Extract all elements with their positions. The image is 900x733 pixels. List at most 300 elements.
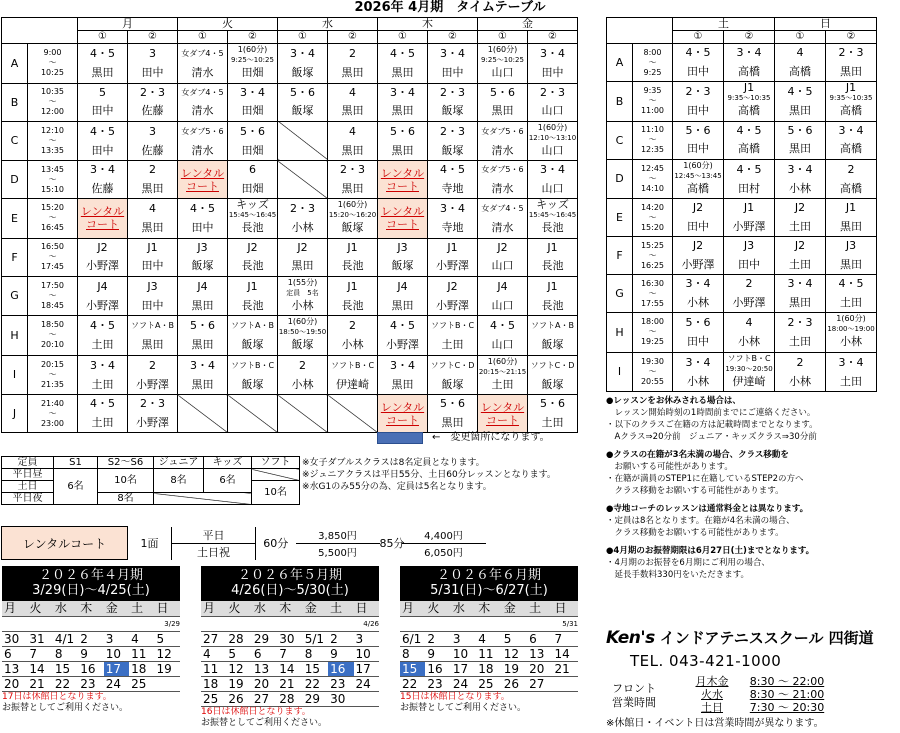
class-level [528, 199, 578, 220]
class-level [378, 238, 428, 257]
school-name: インドアテニススクール 四街道 [659, 629, 874, 647]
capacity-notes [302, 457, 556, 493]
calendar-day: 3 [451, 631, 476, 646]
calendar-day [53, 616, 78, 631]
class-level [428, 395, 478, 414]
school-logo [606, 627, 898, 648]
makeup-notice: お振替としてご利用ください。 [400, 702, 527, 713]
class-level [78, 238, 128, 257]
calendar-day: 27 [527, 676, 552, 691]
class-level [278, 238, 328, 257]
time-range [633, 44, 673, 82]
class-level-text: 2・3 [540, 85, 565, 99]
calendar-week [201, 646, 379, 661]
calendar-day: 11 [201, 661, 226, 676]
calendar-week [2, 616, 180, 631]
time-text: 23:00 [40, 418, 65, 428]
calendar-day: 30 [277, 631, 302, 646]
class-level [178, 44, 228, 65]
class-level-text: 2 [349, 47, 356, 60]
calendar-week [2, 646, 180, 661]
rental-text: コート [186, 179, 219, 193]
time-text: 17:55 [640, 298, 665, 308]
class-level-text: キッズ [536, 198, 569, 211]
coach-name: 飯塚 [428, 376, 478, 395]
time-range [633, 275, 673, 313]
class-level [673, 159, 724, 180]
coach-name: 飯塚 [228, 376, 278, 395]
class-level [78, 355, 128, 376]
coach-name: 小野澤 [673, 256, 724, 275]
time-text: ～ [648, 288, 657, 298]
timetable-row [2, 336, 578, 355]
class-level-text: 1(60分) [537, 122, 568, 132]
closed-day-notice: 17日は休館日となります。 [2, 691, 112, 702]
class-time-note: 9:35～10:35 [829, 94, 873, 102]
calendar-day: 28 [226, 631, 251, 646]
class-time-note: 19:30～20:50 [725, 364, 773, 373]
time-text: 14:20 [640, 202, 665, 212]
class-level [278, 355, 328, 376]
calendar-day: 5 [226, 646, 251, 661]
weekday-row [201, 601, 379, 616]
class-level-text: 1(60分) [487, 45, 518, 54]
class-level [128, 395, 178, 414]
time-text: 21:35 [40, 379, 65, 389]
coach-name: 黒田 [78, 64, 128, 83]
coach-name: 田村 [724, 180, 775, 199]
coach-name: 飯塚 [428, 102, 478, 121]
class-level [228, 121, 278, 142]
rental-text: コート [386, 413, 419, 427]
coach-name: 寺地 [428, 180, 478, 199]
class-level [724, 44, 775, 63]
weekday-label: 火 [27, 601, 52, 616]
weekday-label: 金 [303, 601, 328, 616]
capacity-note: ※女子ダブルスクラスは8名定員となります。 [302, 458, 485, 468]
coach-name: 黒田 [826, 256, 877, 275]
calendar-day: 5 [502, 631, 527, 646]
class-level [378, 316, 428, 337]
coach-name: 佐藤 [78, 180, 128, 199]
day-header: 水 [278, 18, 378, 31]
class-level [178, 355, 228, 376]
cap-value: 6名 [54, 469, 98, 505]
class-time-note: 15:20～16:20 [328, 211, 377, 219]
closed-day-notice: 15日は休館日となります。 [400, 691, 510, 702]
class-level-text: 3・4 [540, 47, 565, 60]
coach-name: 田中 [673, 218, 724, 237]
class-level-text: 2 [149, 358, 156, 372]
class-level-text: 3・4 [190, 358, 215, 372]
calendar-day [78, 616, 103, 631]
calendar-day: 5/31 [553, 616, 578, 631]
calendar-title: ２０２６年５月期 [237, 568, 342, 583]
hours-time: 8:30 ～ 22:00 [749, 675, 825, 688]
calendar-day: 2 [328, 631, 353, 646]
class-level-text: 3・4 [90, 163, 115, 177]
calendar-day: 6/1 [400, 631, 425, 646]
class-level [478, 161, 528, 180]
weekday-label: 日 [354, 601, 379, 616]
class-level-text: J4 [197, 279, 208, 293]
weekday-label: 土 [527, 601, 552, 616]
coach-name: 黒田 [378, 64, 428, 83]
class-level [478, 121, 528, 142]
weekday-label: 月 [2, 601, 27, 616]
calendar-day: 20 [252, 676, 277, 691]
calendar-day: 6 [527, 631, 552, 646]
class-level-text: J1 [547, 240, 558, 254]
coach-name: 山口 [478, 257, 528, 276]
class-level [278, 199, 328, 220]
coach-name: 黒田 [478, 102, 528, 121]
period-label: E [607, 199, 633, 237]
column-number: ② [328, 31, 378, 44]
class-level [428, 83, 478, 102]
timetable-row [2, 355, 578, 376]
calendar-day: 18 [129, 661, 154, 676]
time-text: ～ [48, 213, 57, 223]
calendar-day: 15 [53, 661, 78, 676]
class-level [428, 161, 478, 180]
note-line: ・以下のクラスご在籍の方は記載時間までとなります。 [606, 420, 818, 430]
time-text: 20:10 [40, 340, 65, 350]
column-number: ② [228, 31, 278, 44]
calendar-range: 5/31(日)～6/27(土) [430, 583, 548, 598]
weekday-label: 月 [400, 601, 425, 616]
calendar-day: 11 [129, 646, 154, 661]
calendar-day [451, 616, 476, 631]
day-header: 日 [775, 18, 877, 31]
calendar-day: 3 [104, 631, 129, 646]
coach-name: 飯塚 [428, 142, 478, 161]
calendar-week [201, 631, 379, 646]
coach-name: 黒田 [428, 414, 478, 433]
class-level-text: 3 [149, 124, 156, 138]
hours-label: 営業時間 [612, 696, 656, 709]
coach-name: 小林 [673, 294, 724, 313]
coach-name: 長池 [228, 219, 278, 238]
time-text: 20:15 [40, 359, 65, 369]
timetable-row [607, 199, 877, 218]
class-level-text: J2 [497, 240, 508, 254]
calendar-day: 29 [303, 691, 328, 706]
class-level-text: J1 [845, 201, 857, 215]
rental-weekend: 土日祝 [172, 543, 256, 560]
hours-days: 土日 [701, 701, 723, 714]
weekday-label: 木 [78, 601, 103, 616]
class-level [478, 44, 528, 65]
class-time-note: 9:35～10:35 [727, 94, 771, 102]
hours-days: 火水 [701, 688, 723, 701]
class-level-text: 2 [847, 162, 855, 176]
timetable-row [607, 121, 877, 140]
coach-name: 田中 [128, 257, 178, 276]
cap-row-label: 平日夜 [2, 493, 54, 505]
class-level-text: 3・4 [838, 123, 864, 137]
calendar-day: 14 [553, 646, 578, 661]
class-level [328, 238, 378, 257]
column-number: ① [178, 31, 228, 44]
time-text: 15:25 [640, 240, 665, 250]
weekday-label: 水 [252, 601, 277, 616]
calendar-day: 4 [201, 646, 226, 661]
class-level [178, 276, 228, 297]
class-level [528, 316, 578, 337]
class-level-text: 4 [149, 202, 156, 215]
calendar-day: 25 [129, 676, 154, 691]
class-level-text: 1(60分) [487, 356, 518, 366]
class-level [826, 237, 877, 256]
page-title: 2026年 4月期 タイムテーブル [354, 0, 546, 15]
coach-name: 小野澤 [724, 294, 775, 313]
class-level [78, 276, 128, 297]
class-level-text: 3・4 [390, 85, 415, 99]
coach-name: 田中 [528, 64, 578, 83]
class-level [178, 238, 228, 257]
class-level-text: J4 [497, 279, 508, 293]
class-level [428, 276, 478, 297]
time-text: 10:25 [40, 68, 65, 78]
time-text: ～ [48, 97, 57, 106]
class-level [775, 352, 826, 373]
calendar-day [476, 616, 501, 631]
capacity-table [1, 456, 300, 505]
timetable-row [2, 395, 578, 414]
note-line: 延長手数料330円をいただきます。 [606, 570, 750, 580]
class-level-text: 2・3 [340, 163, 365, 177]
rental-text: レンタル [380, 400, 425, 414]
weekday-label: 木 [277, 601, 302, 616]
calendar-day: 10 [451, 646, 476, 661]
calendar-day: 15 [400, 661, 425, 676]
weekday-label: 土 [129, 601, 154, 616]
calendar-day: 26 [226, 691, 251, 706]
class-level-text: 2・3 [440, 124, 465, 138]
coach-name: 寺地 [428, 219, 478, 238]
coach-name: 田中 [78, 102, 128, 121]
class-level [428, 316, 478, 337]
calendar-day: 14 [27, 661, 52, 676]
coach-name: 長池 [328, 257, 378, 276]
class-level-text: 4 [349, 85, 356, 99]
class-level-text: 4 [796, 46, 804, 60]
coach-name: 高橋 [673, 180, 724, 199]
class-level [78, 83, 128, 102]
period-label: C [2, 121, 28, 161]
class-level [826, 313, 877, 334]
coach-name: 土田 [78, 336, 128, 355]
class-level-text: 4・5 [787, 85, 813, 98]
time-text: 15:20 [40, 203, 65, 213]
calendar-day: 16 [328, 661, 353, 676]
cap-empty [154, 493, 252, 505]
class-level-text: 女ダブ5・6 [481, 165, 524, 175]
calendar-week [201, 676, 379, 691]
class-level [673, 121, 724, 140]
coach-name: 山口 [478, 336, 528, 355]
weekday-label: 木 [476, 601, 501, 616]
coach-name: 伊達崎 [328, 376, 378, 395]
time-text: 12:00 [40, 107, 65, 116]
period-label: J [2, 395, 28, 433]
class-level-text: 2・3 [787, 316, 813, 329]
phone-number: TEL. 043-421-1000 [630, 652, 782, 670]
rental-court-slot [178, 161, 228, 199]
class-level-text: 6 [249, 163, 256, 177]
calendar-day: 20 [527, 661, 552, 676]
coach-name: 田中 [724, 256, 775, 275]
class-level [528, 276, 578, 297]
rental-text: レンタル [380, 205, 425, 219]
time-text: ～ [648, 366, 657, 376]
class-level-text: J3 [147, 279, 158, 293]
class-time-note: 9:25～10:25 [481, 56, 524, 64]
time-text: 12:10 [40, 125, 65, 135]
class-level-text: 5・6 [685, 316, 711, 329]
class-level-text: 3・4 [440, 202, 465, 215]
class-level-text: キッズ [236, 198, 269, 211]
class-time-note: 15:45～16:45 [528, 211, 577, 219]
cap-empty [252, 469, 300, 481]
calendar-day [553, 676, 578, 691]
coach-name: 土田 [78, 376, 128, 395]
hours-days: 月木金 [695, 675, 729, 688]
calendar-day: 14 [277, 661, 302, 676]
class-level [724, 237, 775, 256]
time-text: 17:45 [40, 262, 65, 271]
time-range [28, 316, 78, 356]
class-level [128, 316, 178, 337]
coach-name: 黒田 [826, 218, 877, 237]
class-level-text: J1 [247, 279, 258, 293]
note-line: レッスン開始時刻の1時間前までにご連絡ください。 [606, 408, 816, 418]
class-level-text: 5・6 [540, 397, 565, 411]
class-level-text: 1(60分) [683, 160, 713, 170]
timetable-row [2, 121, 578, 142]
calendar-day: 12 [226, 661, 251, 676]
time-text: ～ [648, 250, 657, 260]
cap-header: 定員 [2, 457, 54, 469]
class-time-note: 9:25～10:25 [231, 56, 274, 64]
coach-name: 黒田 [278, 257, 328, 276]
time-text: ～ [648, 212, 657, 222]
class-level [128, 238, 178, 257]
cap-header: キッズ [204, 457, 252, 469]
timetable-row [2, 199, 578, 220]
coach-name: 飯塚 [278, 102, 328, 121]
class-level [328, 161, 378, 180]
coach-name: 長池 [228, 257, 278, 276]
class-level [278, 316, 328, 337]
calendar-week [400, 676, 578, 691]
time-text: 21:40 [40, 398, 65, 408]
class-level [775, 159, 826, 180]
class-level-text: J2 [247, 240, 258, 254]
day-header: 木 [378, 18, 478, 31]
class-level-text: 4・5 [190, 202, 215, 215]
coach-name: 黒田 [378, 297, 428, 316]
class-level-text: 2・3 [140, 397, 165, 411]
class-level-text: 5 [99, 85, 106, 99]
coach-name: 小林 [775, 373, 826, 392]
time-text: ～ [48, 330, 57, 340]
note-line: クラス移動をお願いする可能性があります。 [606, 528, 784, 538]
class-level-text: ソフトB・C [230, 360, 275, 370]
class-level [128, 44, 178, 65]
class-level [673, 44, 724, 63]
coach-name: 飯塚 [278, 64, 328, 83]
calendar-day: 24 [104, 676, 129, 691]
coach-name: 黒田 [378, 102, 428, 121]
note-line: ・4月期のお振替を6月期にご利用の場合、 [606, 558, 770, 568]
calendar-day: 13 [527, 646, 552, 661]
coach-name: 高橋 [724, 140, 775, 159]
calendar-day: 25 [201, 691, 226, 706]
calendar-week [201, 616, 379, 631]
calendar-title: ２０２６年４月期 [38, 568, 143, 583]
class-level [278, 83, 328, 102]
note-line: クラス移動をお願いする可能性があります。 [606, 486, 784, 496]
calendar-day: 10 [354, 646, 379, 661]
timetable-row [2, 376, 578, 395]
class-level-text: 3・4 [390, 358, 415, 372]
class-level [775, 313, 826, 334]
calendar-day: 12 [502, 646, 527, 661]
coach-name: 田中 [673, 333, 724, 352]
class-level [128, 83, 178, 102]
class-level-text: ソフトA・B [131, 321, 174, 330]
calendar-day: 17 [104, 661, 129, 676]
time-text: 8:00 [643, 47, 662, 57]
time-text: 16:30 [640, 278, 665, 288]
timetable-row [2, 102, 578, 121]
column-number: ① [673, 31, 724, 44]
class-level [428, 355, 478, 376]
time-text: 9:35 [643, 86, 662, 96]
time-text: ～ [48, 369, 57, 379]
time-text: ～ [48, 252, 57, 261]
calendar-day: 7 [27, 646, 52, 661]
class-level [826, 44, 877, 63]
class-level [775, 199, 826, 218]
class-level [228, 83, 278, 102]
coach-name: 高橋 [724, 102, 775, 121]
class-level [328, 355, 378, 376]
class-level [78, 316, 128, 337]
coach-name: 高橋 [826, 180, 877, 199]
column-number: ② [528, 31, 578, 44]
calendar-day: 12 [155, 646, 180, 661]
time-range [28, 83, 78, 121]
class-level-text: J2 [297, 240, 308, 254]
makeup-notice: お振替としてご利用ください。 [201, 717, 328, 728]
time-range [633, 313, 673, 353]
coach-name: 飯塚 [528, 336, 578, 355]
timetable-row [607, 275, 877, 294]
lesson-notes [606, 395, 898, 581]
class-level-text: 1(55分) [287, 277, 318, 287]
calendar-day: 6 [2, 646, 27, 661]
timetable-row [2, 161, 578, 180]
calendar-header [2, 566, 180, 601]
calendar-day [328, 616, 353, 631]
coach-name: 土田 [428, 336, 478, 355]
weekday-label: 月 [201, 601, 226, 616]
class-level-text: 2・3 [838, 46, 864, 60]
class-level [724, 313, 775, 334]
